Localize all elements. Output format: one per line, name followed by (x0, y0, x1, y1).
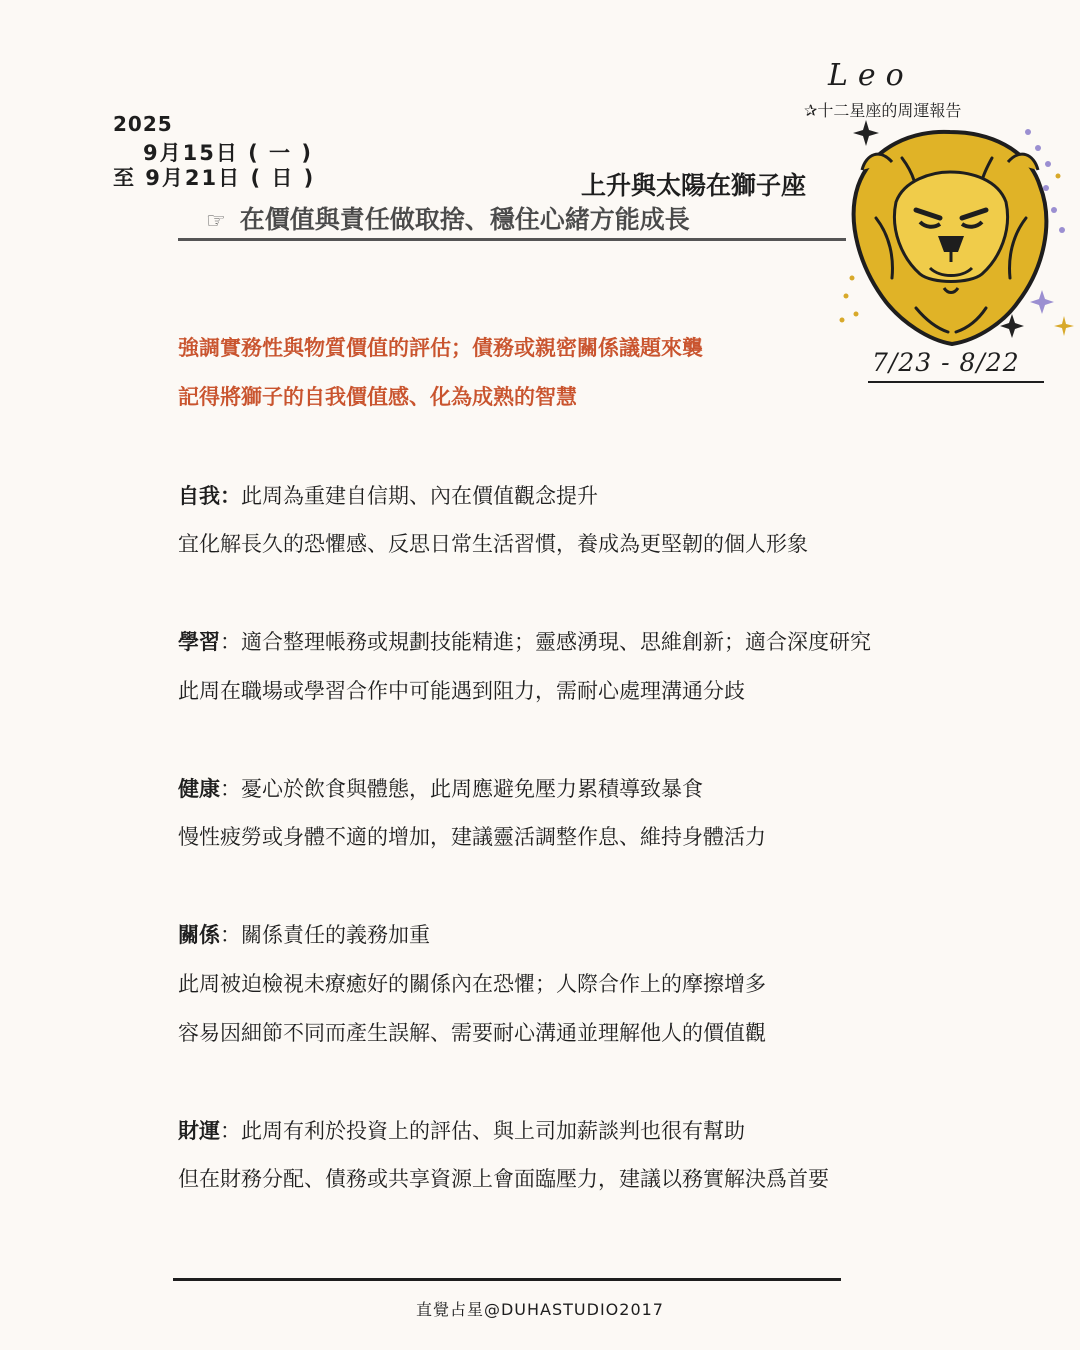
section-self-title: 自我： (178, 484, 241, 508)
section-relationship-title: 關係 (178, 923, 220, 947)
header-theme (206, 200, 690, 236)
date-start: 9月15日 ( 一 ) (143, 141, 313, 165)
leo-caption: ✰十二星座的周運報告 (804, 101, 962, 120)
section-fortune-line-1: 財運：此周有利於投資上的評估、與上司加薪談判也很有幫助 (178, 1119, 745, 1143)
section-study-line-1: 學習：適合整理帳務或規劃技能精進；靈感湧現、思維創新；適合深度研究 (178, 630, 871, 654)
date-end: 至 9月21日 ( 日 ) (113, 166, 316, 190)
section-study-title: 學習 (178, 630, 220, 654)
intro-line-2: 記得將獅子的自我價值感、化為成熟的智慧 (178, 385, 577, 409)
section-self-line-2: 宜化解長久的恐懼感、反思日常生活習慣，養成為更堅韌的個人形象 (178, 532, 808, 556)
footer-divider (173, 1278, 841, 1281)
section-health-title: 健康 (178, 777, 220, 801)
lion-icon (832, 118, 1080, 358)
section-fortune-title: 財運 (178, 1119, 220, 1143)
section-study-line-2: 此周在職場或學習合作中可能遇到阻力，需耐心處理溝通分歧 (178, 679, 745, 703)
pointing-hand-icon: ☞ (206, 209, 226, 234)
leo-divider (868, 381, 1044, 383)
header-subtitle: 上升與太陽在獅子座 (580, 171, 806, 200)
leo-date-range: 7/23 - 8/22 (872, 348, 1020, 377)
section-relationship-line-1: 關係：關係責任的義務加重 (178, 923, 430, 947)
section-self-line-1: 自我：此周為重建自信期、內在價值觀念提升 (178, 484, 598, 508)
intro-line-1: 強調實務性與物質價值的評估；債務或親密關係議題來襲 (178, 336, 703, 360)
header-divider (178, 238, 846, 241)
section-health-line-2: 慢性疲勞或身體不適的增加，建議靈活調整作息、維持身體活力 (178, 825, 766, 849)
header-theme-text: 在價值與責任做取捨、穩住心緒方能成長 (239, 205, 690, 234)
section-relationship-line-3: 容易因細節不同而產生誤解、需要耐心溝通並理解他人的價值觀 (178, 1021, 766, 1045)
footer-credit: 直覺占星@DUHASTUDIO2017 (415, 1300, 664, 1319)
leo-title: Leo (828, 58, 914, 93)
section-relationship-line-2: 此周被迫檢視未療癒好的關係內在恐懼；人際合作上的摩擦增多 (178, 972, 766, 996)
section-fortune-line-2: 但在財務分配、債務或共享資源上會面臨壓力，建議以務實解決爲首要 (178, 1167, 829, 1191)
section-health-line-1: 健康：憂心於飲食與體態，此周應避免壓力累積導致暴食 (178, 777, 703, 801)
date-year: 2025 (113, 112, 173, 136)
